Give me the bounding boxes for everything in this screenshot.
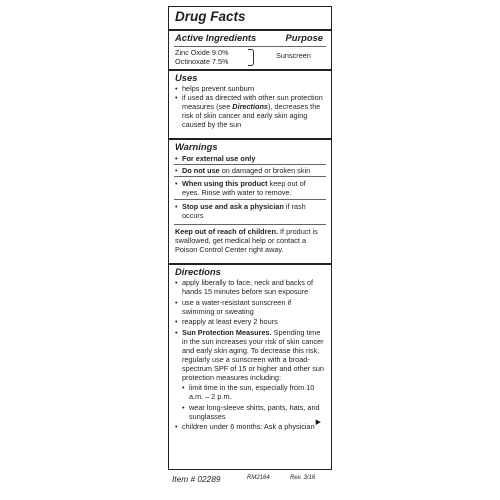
ingredient-bracket [248, 49, 254, 66]
active-ingredients-heading: Active Ingredients [175, 32, 257, 43]
divider [174, 46, 326, 47]
warnings-heading: Warnings [175, 141, 218, 152]
list-item: • When using this product keep out of eyes. Rinse with water to remove. [175, 179, 325, 197]
list-item: • reapply at least every 2 hours [175, 317, 325, 326]
list-item: • limit time in the sun, especially from 10 a.m. – 2 p.m. [175, 383, 325, 401]
uses-section [169, 72, 331, 129]
list-item: • Stop use and ask a physician if rash occurs [175, 202, 325, 220]
directions-heading: Directions [175, 266, 221, 277]
list-item: • Sun Protection Measures. Spending time in the sun increases your risk of skin cancer and early skin aging. To decrease this risk, regularly use a sunscreen with a broad-spectrum SPF of 15 or higher and other sun protection measures including: [175, 328, 325, 382]
purpose-heading: Purpose [285, 32, 323, 43]
divider [169, 138, 331, 140]
divider [174, 224, 326, 225]
active-ingredients-section [169, 32, 331, 44]
divider [169, 69, 331, 71]
keep-out-of-reach: Keep out of reach of children. If product is swallowed, get medical help or contact a Poison Control Center right away. [175, 227, 318, 254]
revision: Rev. 3/16 [290, 475, 316, 481]
directions-section [169, 266, 331, 431]
divider [169, 29, 331, 31]
list-item: • children under 6 months: Ask a physician [175, 422, 325, 431]
uses-heading: Uses [175, 72, 198, 83]
divider [174, 164, 326, 165]
ingredient-zinc-oxide: Zinc Oxide 9.0% [175, 48, 229, 57]
warnings-section [169, 141, 331, 153]
label-code: RM2164 [247, 475, 270, 481]
divider [169, 263, 331, 265]
list-item: • helps prevent sunburn [175, 84, 325, 93]
divider [174, 199, 326, 200]
drug-facts-title: Drug Facts [175, 9, 246, 24]
list-item: • wear long-sleeve shirts, pants, hats, and sunglasses [175, 403, 325, 421]
list-item: • For external use only [175, 154, 325, 163]
list-item: • if used as directed with other sun protection measures (see Directions), decreases the risk of skin cancer and early skin aging caused by the sun [175, 93, 325, 129]
list-item: • Do not use on damaged or broken skin [175, 166, 325, 175]
divider [174, 176, 326, 177]
list-item: • use a water-resistant sunscreen if swimming or sweating [175, 298, 325, 316]
ingredient-octinoxate: Octinoxate 7.5% [175, 57, 229, 66]
purpose-value: Sunscreen [276, 51, 311, 60]
drug-facts-panel [168, 6, 332, 470]
item-number: Item # 02289 [172, 474, 221, 484]
continue-arrow-icon: ▶ [315, 419, 321, 426]
list-item: • apply liberally to face, neck and backs of hands 15 minutes before sun exposure [175, 278, 325, 296]
